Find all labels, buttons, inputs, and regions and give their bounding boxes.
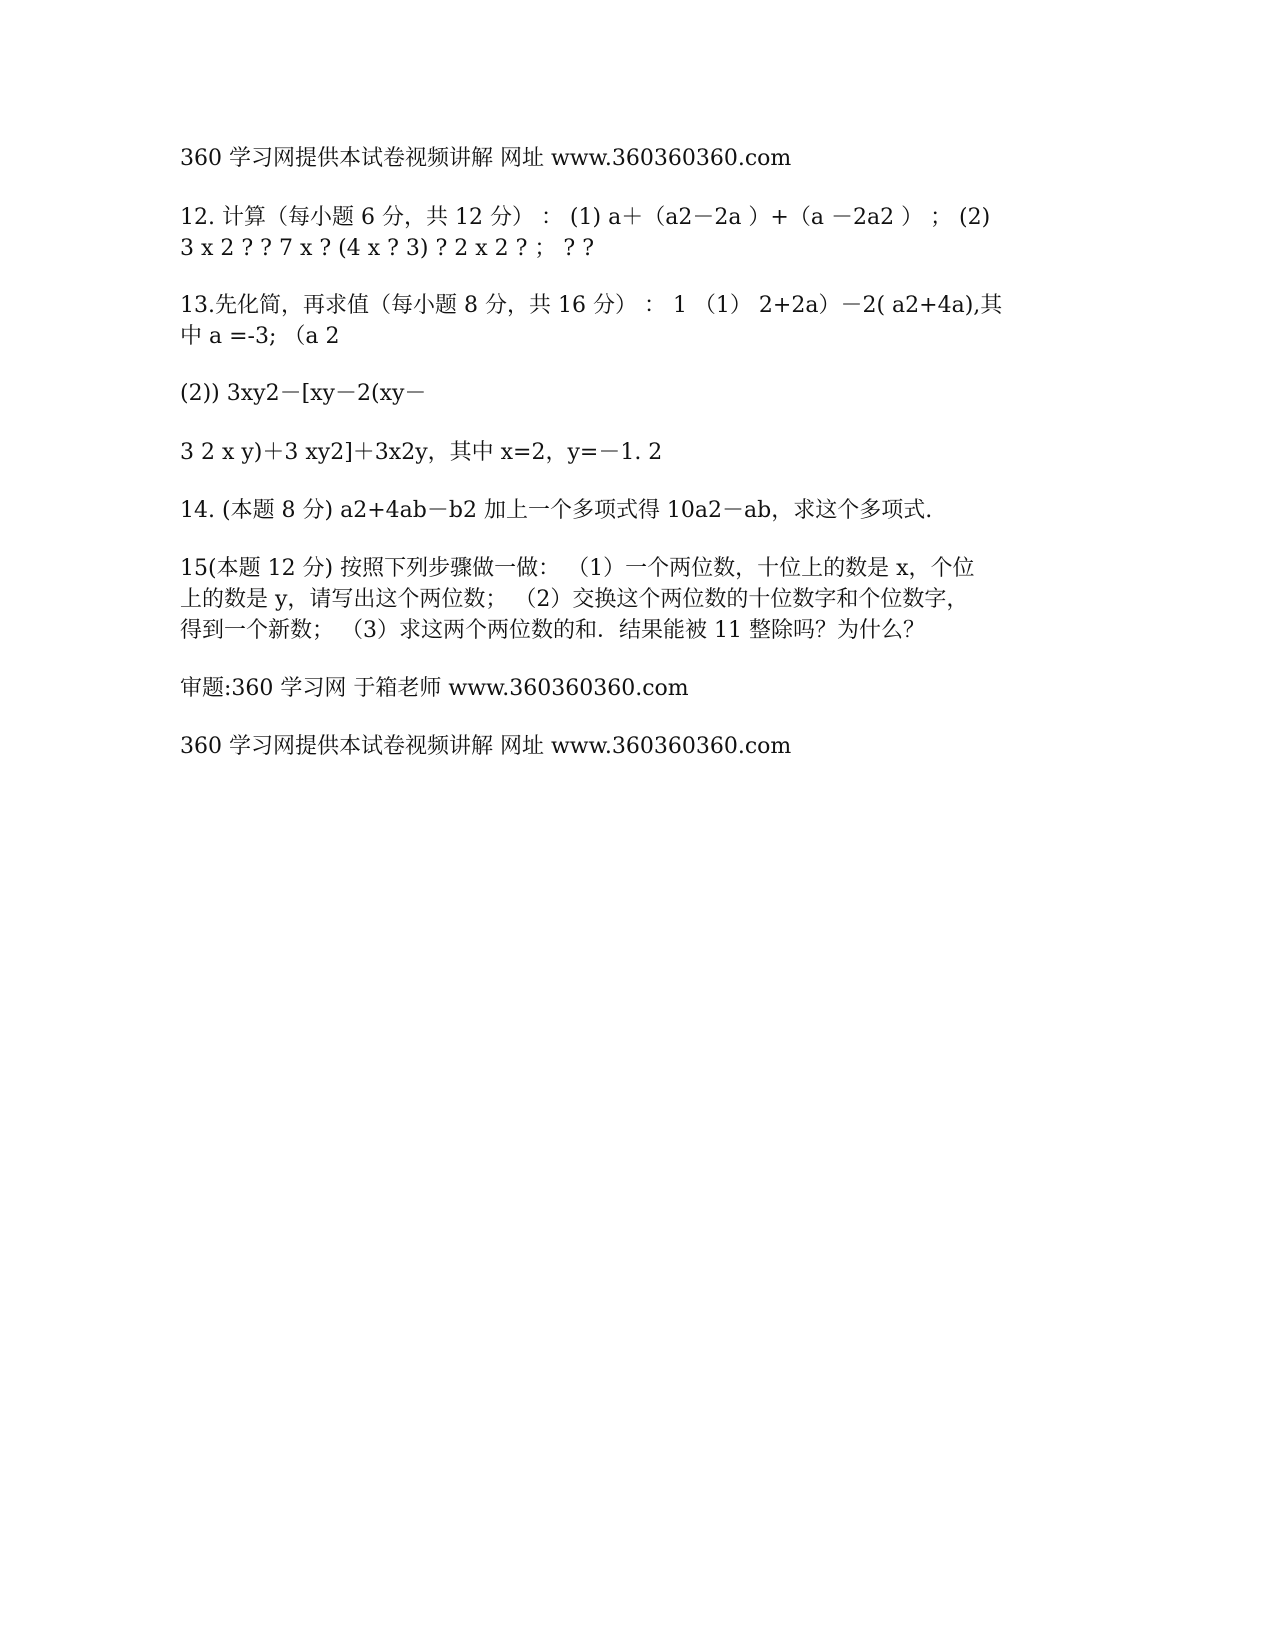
question-13-line-4: 3 2 x y)＋3 xy2]＋3x2y，其中 x=2，y=－1. 2	[180, 440, 663, 465]
question-14-line-1: 14. (本题 8 分) a2+4ab－b2 加上一个多项式得 10a2－ab，求这个多项式.	[180, 498, 933, 523]
question-13-line-3: (2)) 3xy2－[xy－2(xy－	[180, 381, 427, 406]
question-15-line-2: 上的数是 y，请写出这个两位数； （2）交换这个两位数的十位数字和个位数字，	[180, 587, 969, 612]
question-13-line-2: 中 a =-3; （a 2	[180, 324, 340, 349]
question-15-line-3: 得到一个新数； （3）求这两个两位数的和．结果能被 11 整除吗？为什么？	[180, 618, 925, 643]
reviewer-line: 审题:360 学习网 于箱老师 www.360360360.com	[180, 676, 689, 701]
footer-line: 360 学习网提供本试卷视频讲解 网址 www.360360360.com	[180, 734, 792, 759]
header-line: 360 学习网提供本试卷视频讲解 网址 www.360360360.com	[180, 146, 792, 171]
question-12-line-2: 3 x 2 ? ? 7 x ? (4 x ? 3) ? 2 x 2 ? ； ? ?	[180, 236, 595, 261]
question-13-line-1: 13.先化简，再求值（每小题 8 分，共 16 分） ： 1 （1） 2+2a）－2( a2+4a),其	[180, 293, 1003, 318]
question-12-line-1: 12. 计算（每小题 6 分，共 12 分） ： (1) a＋（a2－2a ）+（a －2a2 ） ； (2)	[180, 205, 991, 230]
question-15-line-1: 15(本题 12 分) 按照下列步骤做一做： （1）一个两位数，十位上的数是 x，个位	[180, 556, 975, 581]
